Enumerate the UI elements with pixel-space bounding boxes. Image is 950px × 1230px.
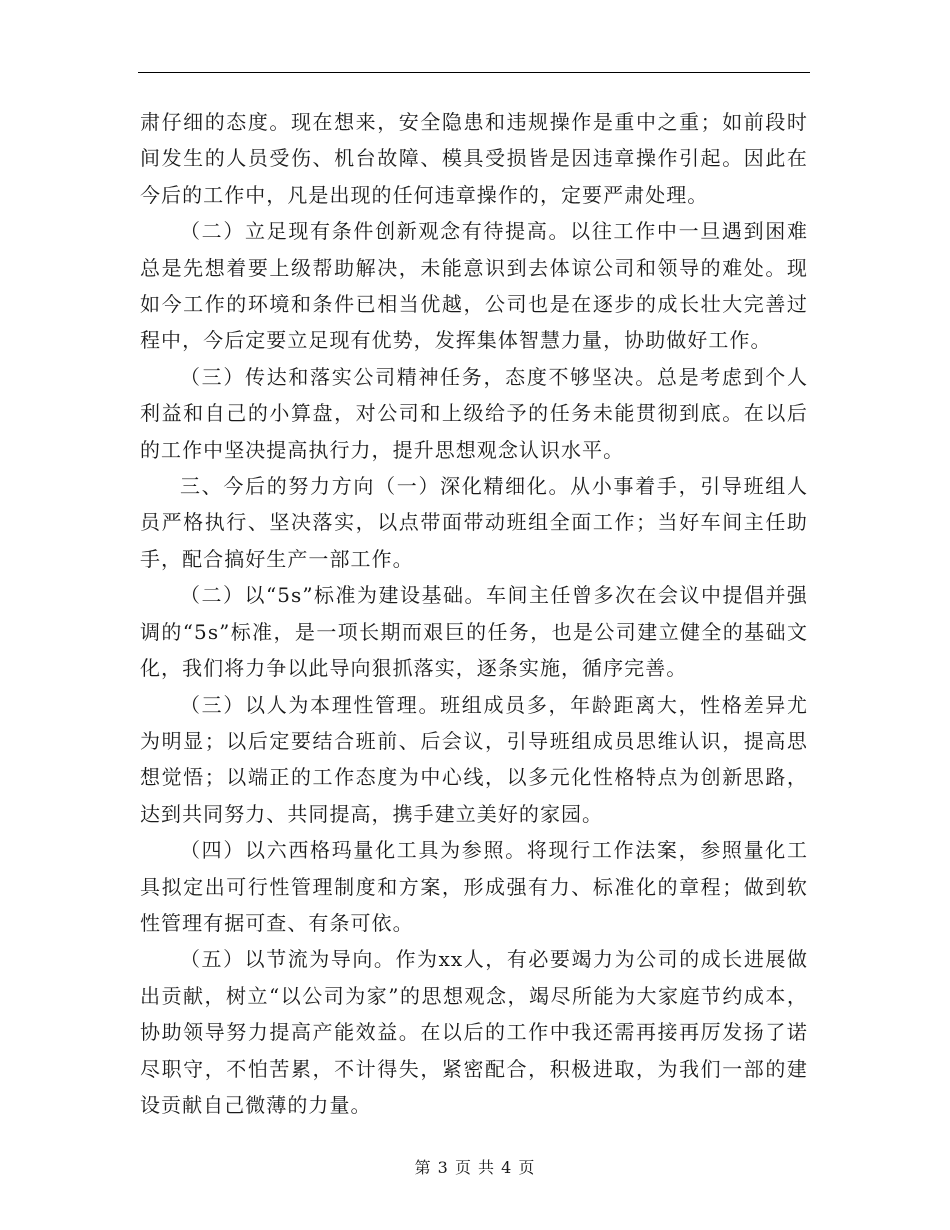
document-body [140, 104, 808, 1123]
header-rule [138, 72, 810, 73]
paragraph-people-management: （三）以人为本理性管理。班组成员多，年龄距离大，性格差异尤为明显；以后定要结合班前、后会议，引导班组成员思维认识，提高思想觉悟；以端正的工作态度为中心线，以多元化性格特点为创新思路，达到共同努力、共同提高，携手建立美好的家园。 [140, 692, 808, 826]
paragraph-5s: （二）以“5s”标准为建设基础。车间主任曾多次在会议中提倡并强调的“5s”标准，是一项长期而艰巨的任务，也是公司建立健全的基础文化，我们将力争以此导向狠抓落实，逐条实施，循序完善。 [140, 583, 808, 681]
paragraph-item-3: （三）传达和落实公司精神任务，态度不够坚决。总是考虑到个人利益和自己的小算盘，对公司和上级给予的任务未能贯彻到底。在以后的工作中坚决提高执行力，提升思想观念认识水平。 [140, 364, 808, 462]
page-footer: 第 3 页 共 4 页 [414, 1158, 536, 1177]
paragraph-six-sigma: （四）以六西格玛量化工具为参照。将现行工作法案，参照量化工具拟定出可行性管理制度和方案，形成强有力、标准化的章程；做到软性管理有据可查、有条可依。 [140, 838, 808, 935]
paragraph-cost-saving: （五）以节流为导向。作为xx人，有必要竭力为公司的成长进展做出贡献，树立“以公司为家”的思想观念，竭尽所能为大家庭节约成本，协助领导努力提高产能效益。在以后的工作中我还需再接再厉发扬了诺尽职守，不怕苦累，不计得失，紧密配合，积极进取，为我们一部的建设贡献自己微薄的力量。 [140, 947, 808, 1117]
paragraph-item-2: （二）立足现有条件创新观念有待提高。以往工作中一旦遇到困难总是先想着要上级帮助解决，未能意识到去体谅公司和领导的难处。现如今工作的环境和条件已相当优越，公司也是在逐步的成长壮大完善过程中，今后定要立足现有优势，发挥集体智慧力量，协助做好工作。 [140, 219, 808, 353]
paragraph-continuation: 肃仔细的态度。现在想来，安全隐患和违规操作是重中之重；如前段时间发生的人员受伤、机台故障、模具受损皆是因违章操作引起。因此在今后的工作中，凡是出现的任何违章操作的，定要严肃处理。 [140, 110, 808, 207]
paragraph-section-3: 三、今后的努力方向（一）深化精细化。从小事着手，引导班组人员严格执行、坚决落实，以点带面带动班组全面工作；当好车间主任助手，配合搞好生产一部工作。 [140, 474, 808, 571]
